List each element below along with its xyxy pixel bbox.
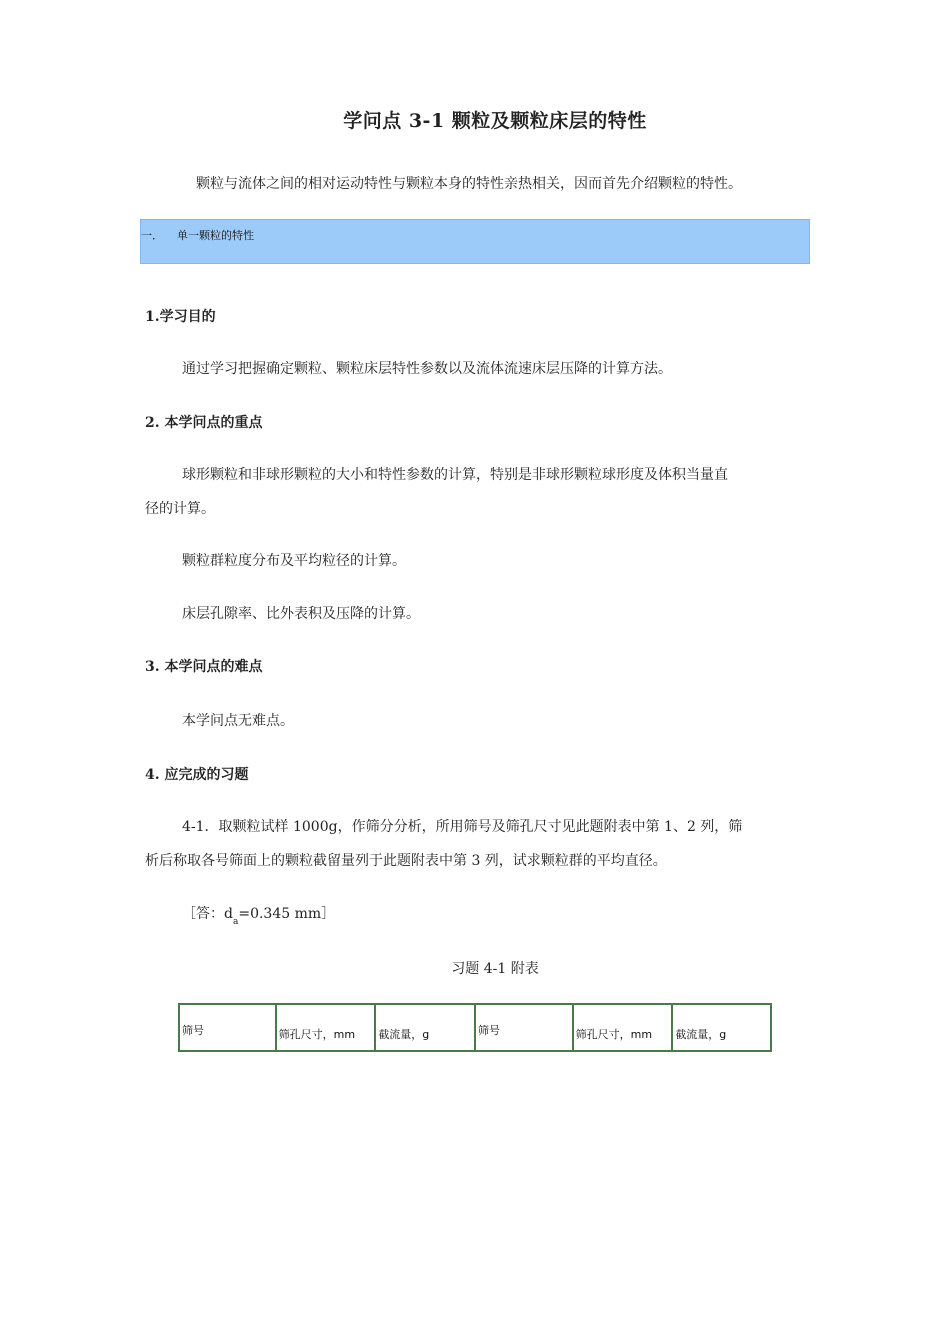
sieve-table: [178, 1003, 772, 1052]
exercise-line-1: 4-1．取颗粒试样 1000g，作筛分分析，所用筛号及筛孔尺寸见此题附表中第 1、2 列，筛: [182, 819, 743, 835]
header-cell-retained-2: 截流量，g: [672, 1004, 771, 1051]
exercise-line-2: 析后称取各号筛面上的颗粒截留量列于此题附表中第 3 列，试求颗粒群的平均直径。: [145, 853, 667, 869]
banner-number: 一．: [141, 229, 163, 242]
intro-paragraph: 颗粒与流体之间的相对运动特性与颗粒本身的特性亲热相关，因而首先介绍颗粒的特性。: [196, 176, 742, 192]
key-points-line-1: 球形颗粒和非球形颗粒的大小和特性参数的计算，特别是非球形颗粒球形度及体积当量直: [182, 467, 728, 483]
answer-prefix: ［答：d: [182, 906, 233, 922]
difficulty-text: 本学问点无难点。: [182, 713, 294, 729]
header-cell-aperture-2: 筛孔尺寸，mm: [573, 1004, 673, 1051]
header-cell-sieve-no-2: 筛号: [475, 1004, 573, 1051]
table-header-row: [179, 1004, 771, 1051]
section-banner: [140, 219, 810, 264]
key-points-para-3: 床层孔隙率、比外表积及压降的计算。: [182, 606, 420, 622]
answer-suffix: =0.345 mm］: [238, 906, 336, 922]
header-cell-aperture: 筛孔尺寸，mm: [276, 1004, 376, 1051]
goal-text: 通过学习把握确定颗粒、颗粒床层特性参数以及流体流速床层压降的计算方法。: [182, 361, 672, 377]
answer-subscript: a: [232, 917, 239, 927]
table-caption: 习题 4-1 附表: [451, 961, 539, 977]
page-title: 学问点 3-1 颗粒及颗粒床层的特性: [343, 110, 647, 132]
heading-goal: 1.学习目的: [145, 309, 216, 325]
banner-label: 单一颗粒的特性: [177, 229, 254, 242]
heading-exercises: 4. 应完成的习题: [145, 767, 249, 783]
header-cell-retained: 截流量，g: [375, 1004, 475, 1051]
banner-heading: [141, 227, 254, 243]
exercise-answer: [182, 904, 335, 926]
header-cell-sieve-no: 筛号: [179, 1004, 276, 1051]
heading-difficulty: 3. 本学问点的难点: [145, 659, 263, 675]
key-points-line-2: 径的计算。: [145, 501, 215, 517]
key-points-para-2: 颗粒群粒度分布及平均粒径的计算。: [182, 553, 406, 569]
heading-key-points: 2. 本学问点的重点: [145, 415, 263, 431]
